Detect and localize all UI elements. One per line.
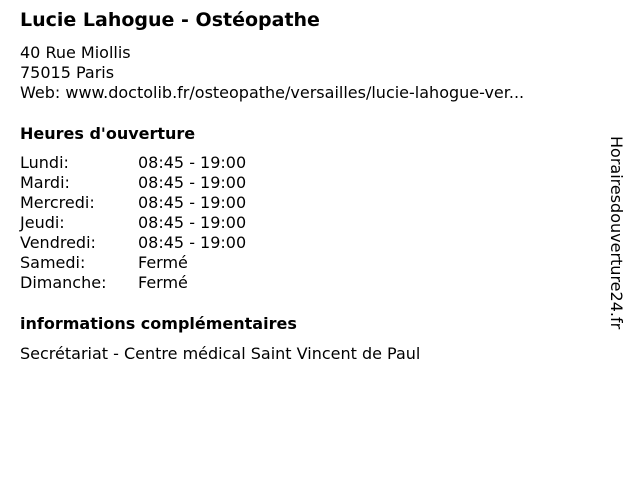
hours-heading: Heures d'ouverture — [20, 124, 196, 143]
hours-row — [20, 193, 246, 213]
hours-day: Lundi: — [20, 153, 69, 172]
info-heading: informations complémentaires — [20, 314, 297, 333]
hours-time: 08:45 - 19:00 — [138, 173, 247, 192]
info-text: Secrétariat - Centre médical Saint Vincent de Paul — [20, 344, 421, 363]
hours-row — [20, 173, 246, 193]
hours-row — [20, 273, 246, 293]
hours-row — [20, 233, 246, 253]
hours-day: Mercredi: — [20, 193, 95, 212]
hours-row — [20, 253, 246, 273]
address-block — [20, 43, 524, 103]
hours-day: Vendredi: — [20, 233, 96, 252]
address-web: Web: www.doctolib.fr/osteopathe/versailles/lucie-lahogue-ver... — [20, 83, 525, 102]
address-city: 75015 Paris — [20, 63, 115, 82]
address-street: 40 Rue Miollis — [20, 43, 131, 62]
hours-day: Samedi: — [20, 253, 86, 272]
page-title: Lucie Lahogue - Ostéopathe — [20, 9, 320, 31]
hours-time: Fermé — [138, 273, 188, 292]
site-watermark: Horairesdouverture24.fr — [607, 136, 626, 330]
hours-time: 08:45 - 19:00 — [138, 193, 247, 212]
hours-time: 08:45 - 19:00 — [138, 213, 247, 232]
hours-time: Fermé — [138, 253, 188, 272]
hours-time: 08:45 - 19:00 — [138, 153, 247, 172]
hours-row — [20, 213, 246, 233]
hours-day: Mardi: — [20, 173, 70, 192]
hours-row — [20, 153, 246, 173]
hours-table — [20, 153, 246, 293]
hours-day: Jeudi: — [20, 213, 65, 232]
hours-day: Dimanche: — [20, 273, 107, 292]
hours-time: 08:45 - 19:00 — [138, 233, 247, 252]
